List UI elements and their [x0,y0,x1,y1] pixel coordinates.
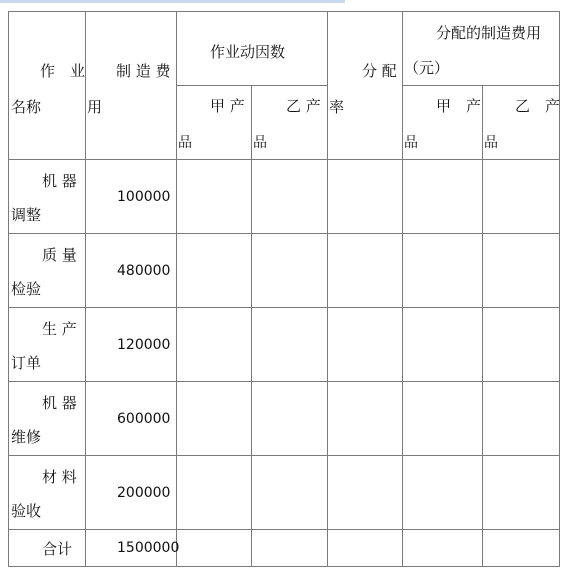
empty-cell [252,234,328,308]
header-activity-drivers [177,12,328,86]
header-driver-product-b: 乙 产 品 [252,86,328,160]
empty-cell [483,530,560,567]
empty-cell [177,234,252,308]
activity-name-cell: 机 器 维修 [9,382,86,456]
empty-cell [252,530,328,567]
total-label-cell: 合计 [9,530,86,567]
header-cost-line1: 制 造 费 [116,62,171,80]
empty-cell [483,234,560,308]
total-row [9,530,560,567]
header-alloc-product-a: 甲 产 品 [403,86,483,160]
empty-cell [483,308,560,382]
activity-name-cell: 质 量 检验 [9,234,86,308]
empty-cell [328,234,403,308]
empty-cell [403,382,483,456]
empty-cell [252,382,328,456]
empty-cell [483,456,560,530]
header-overhead-cost [86,12,177,160]
empty-cell [483,382,560,456]
empty-cell [403,456,483,530]
empty-cell [177,308,252,382]
table-row [9,456,560,530]
table-row [9,234,560,308]
table-row [9,160,560,234]
header-allocated-line2: （元） [404,59,450,77]
empty-cell [403,160,483,234]
cost-cell: 480000 [86,234,177,308]
header-activity-line2: 名称 [11,98,42,116]
empty-cell [328,160,403,234]
empty-cell [403,234,483,308]
empty-cell [177,530,252,567]
activity-name-cell: 材 料 验收 [9,456,86,530]
header-rate-line2: 率 [329,98,345,116]
header-alloc-product-b: 乙 产 品 [483,86,560,160]
empty-cell [483,160,560,234]
table-row [9,308,560,382]
empty-cell [177,382,252,456]
cost-cell: 200000 [86,456,177,530]
header-activity-line1: 作 业 [40,62,86,80]
empty-cell [328,382,403,456]
empty-cell [252,160,328,234]
top-decor-strip [0,0,345,3]
activity-cost-table [8,11,560,567]
header-allocation-rate [328,12,403,160]
empty-cell [328,308,403,382]
cost-cell: 600000 [86,382,177,456]
empty-cell [403,530,483,567]
empty-cell [177,160,252,234]
empty-cell [177,456,252,530]
empty-cell [252,456,328,530]
header-drivers-label: 作业动因数 [210,43,286,61]
header-activity-name [9,12,86,160]
header-allocated-line1: 分配的制造费用 [436,24,542,42]
cost-cell: 120000 [86,308,177,382]
activity-name-cell: 机 器 调整 [9,160,86,234]
activity-name-cell: 生 产 订单 [9,308,86,382]
empty-cell [328,456,403,530]
header-allocated-overhead [403,12,560,86]
header-driver-product-a: 甲 产 品 [177,86,252,160]
empty-cell [252,308,328,382]
header-rate-line1: 分 配 [362,62,397,80]
empty-cell [328,530,403,567]
cost-cell: 100000 [86,160,177,234]
header-cost-line2: 用 [87,98,103,116]
table-row [9,382,560,456]
empty-cell [403,308,483,382]
total-cost-cell: 1500000 [86,530,177,567]
